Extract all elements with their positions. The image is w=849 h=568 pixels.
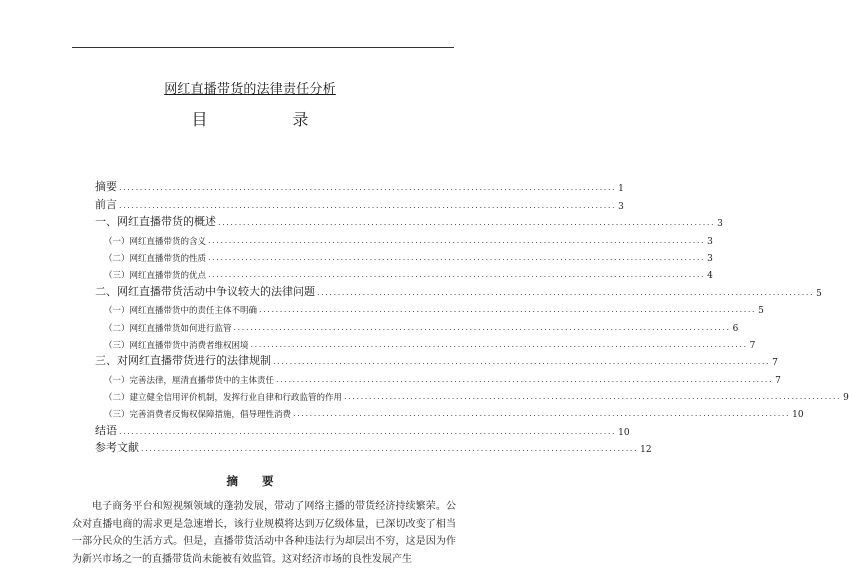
toc-dot-leader: ........................................................................................................................ [276, 374, 774, 384]
toc-entry-label: 一、网红直播带货的概述 [95, 215, 216, 229]
toc-dot-leader: ........................................................................................................................ [317, 287, 815, 297]
toc-entry-page: 6 [732, 323, 739, 334]
toc-entry-label: 三、对网红直播带货进行的法律规制 [95, 354, 271, 368]
toc-entry-label: （三）网红直播带货的优点 [104, 271, 207, 282]
toc-dot-leader: ........................................................................................................................ [119, 200, 617, 210]
toc-dot-leader: ........................................................................................................................ [250, 339, 748, 349]
toc-dot-leader: ........................................................................................................................ [208, 235, 706, 245]
toc-entry-label: （二）网红直播带货的性质 [104, 253, 207, 264]
document-title: 网红直播带货的法律责任分析 [164, 82, 336, 97]
toc-dot-leader: ........................................................................................................................ [259, 305, 757, 315]
toc-entry[interactable] [95, 299, 764, 317]
toc-entry-label: （一）网红直播带货的含义 [104, 236, 207, 247]
toc-entry-page: 9 [843, 393, 849, 404]
toc-entry[interactable] [95, 229, 713, 247]
toc-entry-page: 5 [816, 288, 822, 299]
toc-entry-page: 3 [618, 201, 624, 212]
toc-entry[interactable] [95, 247, 713, 264]
toc-entry[interactable] [95, 438, 652, 456]
toc-entry-label: 结语 [95, 423, 117, 437]
toc-dot-leader: ........................................................................................................................ [344, 392, 842, 402]
toc-entry-page: 12 [640, 445, 652, 456]
toc-entry-page: 10 [618, 427, 630, 438]
toc-dot-leader: ........................................................................................................................ [293, 409, 791, 419]
toc-dot-leader: ........................................................................................................................ [233, 322, 731, 332]
toc-dot-leader: ........................................................................................................................ [119, 183, 617, 193]
toc-entry-page: 7 [775, 375, 781, 386]
toc-dot-leader: ........................................................................................................................ [119, 426, 617, 436]
toc-dot-leader: ........................................................................................................................ [208, 252, 706, 262]
toc-entry-label: 二、网红直播带货活动中争议较大的法律问题 [95, 284, 315, 298]
toc-entry-label: （三）完善消费者反悔权保障措施，倡导理性消费 [104, 410, 292, 421]
toc-entry-label: （三）网红直播带货中消费者维权困境 [104, 340, 249, 351]
toc-entry[interactable] [95, 386, 849, 404]
toc-entry-page: 10 [792, 410, 804, 421]
toc-entry-page: 1 [618, 184, 624, 195]
toc-entry[interactable] [95, 403, 804, 421]
toc-entry-page: 7 [749, 340, 756, 351]
toc-entry-page: 7 [772, 358, 778, 369]
toc-entry[interactable] [95, 334, 756, 351]
toc-entry-page: 3 [707, 236, 713, 247]
toc-dot-leader: ........................................................................................................................ [273, 357, 771, 367]
toc-entry[interactable] [95, 281, 822, 299]
toc-dot-leader: ........................................................................................................................ [218, 218, 716, 228]
table-of-contents [95, 177, 849, 456]
abstract-heading: 摘 要 [226, 474, 284, 488]
toc-entry-label: 摘要 [95, 180, 117, 194]
toc-entry-page: 3 [707, 253, 713, 264]
header-rule [72, 47, 454, 48]
toc-entry-page: 3 [717, 219, 723, 230]
toc-entry[interactable] [95, 194, 624, 212]
toc-entry[interactable] [95, 177, 624, 195]
toc-entry-page: 5 [758, 306, 764, 317]
toc-dot-leader: ........................................................................................................................ [141, 444, 639, 454]
toc-entry-label: （一）完善法律，厘清直播带货中的主体责任 [104, 375, 275, 386]
toc-entry[interactable] [95, 368, 781, 386]
toc-entry-page: 4 [707, 271, 713, 282]
toc-entry[interactable] [95, 420, 630, 438]
toc-dot-leader: ........................................................................................................................ [208, 270, 706, 280]
toc-entry-label: （二）建立健全信用评价机制，发挥行业自律和行政监管的作用 [104, 393, 343, 404]
toc-entry[interactable] [95, 264, 713, 282]
toc-entry-label: 前言 [95, 197, 117, 211]
contents-heading: 目 录 [191, 110, 349, 129]
toc-entry[interactable] [95, 351, 778, 369]
toc-entry[interactable] [95, 212, 723, 230]
toc-entry[interactable] [95, 316, 739, 334]
toc-entry-label: （二）网红直播带货如何进行监管 [104, 323, 232, 334]
toc-entry-label: 参考文献 [95, 441, 139, 455]
abstract-text: 电子商务平台和短视频领域的蓬勃发展，带动了网络主播的带货经济持续繁荣。公众对直播电商的需求更是急速增长，该行业规模将达到万亿级体量，已深切改变了相当一部分民众的生活方式。但是，直播带货活动中各种违法行为却层出不穷，这是因为作为新兴市场之一的直播带货尚未能被有效监管。这对经济市场的良性发展产生 [72, 501, 456, 565]
toc-entry-label: （一）网红直播带货中的责任主体不明确 [104, 306, 258, 317]
